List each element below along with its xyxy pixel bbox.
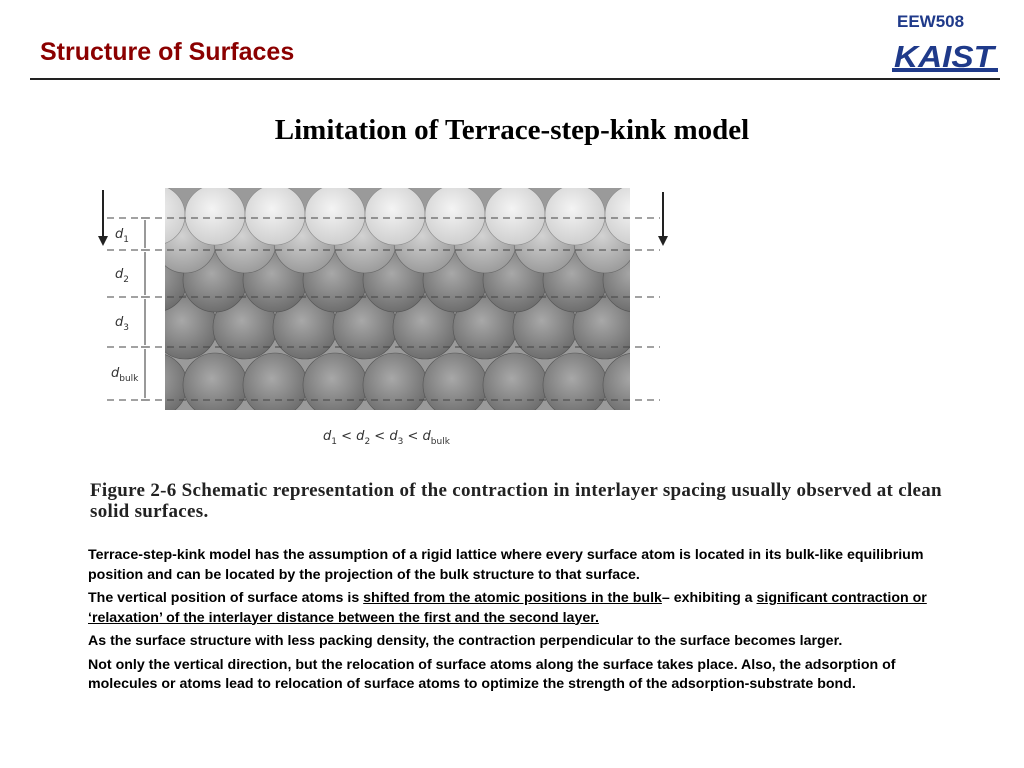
header-divider bbox=[30, 78, 1000, 80]
label-d1: $d_1$ bbox=[115, 227, 129, 245]
surface-layer-atoms bbox=[125, 185, 665, 245]
p2-underlined-shift: shifted from the atomic positions in the bulk bbox=[363, 590, 662, 606]
label-d3: $d_3$ bbox=[115, 315, 129, 333]
interlayer-contraction-figure bbox=[85, 180, 685, 470]
kaist-logo bbox=[892, 40, 998, 74]
svg-text:KAIST: KAIST bbox=[894, 40, 998, 74]
down-arrow-right bbox=[658, 192, 668, 246]
spacing-markers bbox=[141, 218, 149, 400]
paragraph-rigid-lattice: Terrace-step-kink model has the assumption of a rigid lattice where every surface atom is located in its bulk-like equilibrium position and can be located by the projection of the bulk structure to that surface. bbox=[88, 547, 924, 583]
p2-text-a: The vertical position of surface atoms is bbox=[88, 590, 364, 606]
course-code: EEW508 bbox=[897, 12, 965, 31]
label-dbulk: $d_{bulk}$ bbox=[111, 366, 139, 384]
p2-text-c: – exhibiting a bbox=[661, 590, 757, 606]
figure-caption: Figure 2-6 Schematic representation of the contraction in interlayer spacing usually observed at clean solid surfaces. bbox=[90, 480, 942, 522]
p2-underlined-contraction: significant contraction or ‘relaxation’ of the interlayer distance between the first and the second layer. bbox=[88, 590, 927, 626]
bulk-atoms bbox=[123, 248, 667, 417]
label-d2: $d_2$ bbox=[115, 267, 129, 285]
paragraph-vertical-position bbox=[88, 589, 943, 628]
paragraph-lateral-relocation: Not only the vertical direction, but the relocation of surface atoms along the surface takes place. Also, the adsorption of molecules or atoms lead to relocation of surface atoms to optimize the strength of the adsorption-substrate bond. bbox=[88, 656, 896, 692]
slide-heading: Limitation of Terrace-step-kink model bbox=[274, 114, 750, 146]
down-arrow-left bbox=[98, 190, 108, 246]
slide-title: Structure of Surfaces bbox=[40, 38, 295, 66]
body-text bbox=[88, 546, 943, 699]
paragraph-packing-density: As the surface structure with less packing density, the contraction perpendicular to the surface becomes larger. bbox=[88, 633, 843, 649]
spacing-relation: $d_1 < d_2 < d_3 < d_{bulk}$ bbox=[323, 429, 450, 447]
